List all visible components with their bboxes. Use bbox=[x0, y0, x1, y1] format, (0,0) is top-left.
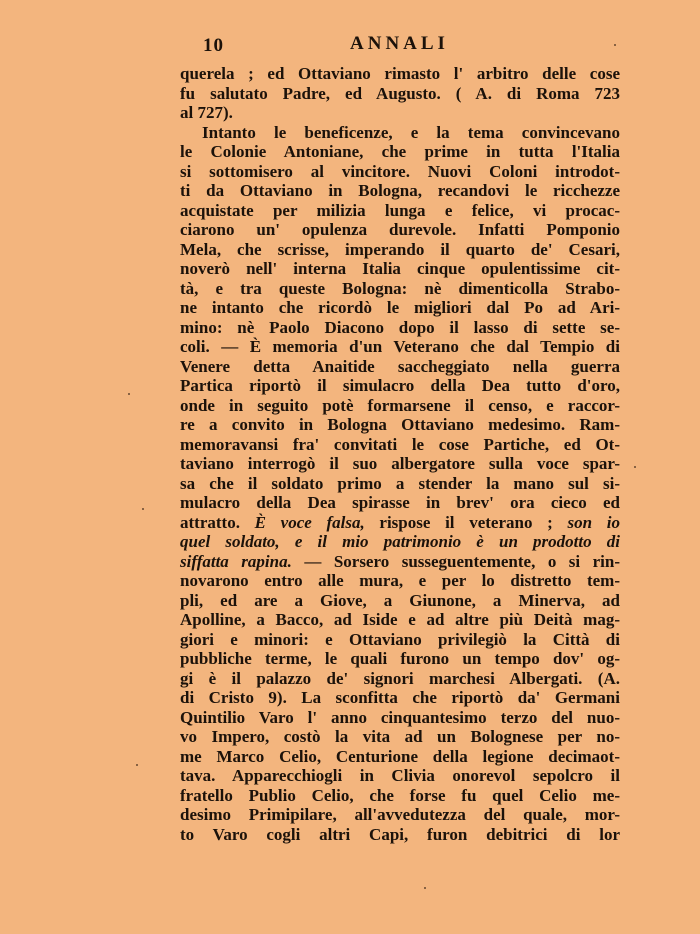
line-text: pli, ed are a Giove, a Giunone, a Minerva, ad bbox=[180, 590, 620, 610]
text-line bbox=[180, 571, 620, 591]
text-line bbox=[180, 591, 620, 611]
line-text: pubbliche terme, le quali furono un tempo dov' og- bbox=[180, 649, 620, 668]
line-text: gi è il palazzo de' signori marchesi Albergati. (A. bbox=[180, 668, 620, 688]
text-line bbox=[180, 552, 620, 572]
text-line bbox=[180, 747, 620, 767]
line-text: — Sorsero susseguentemente, o si rin- bbox=[291, 551, 621, 571]
body-text bbox=[180, 64, 620, 844]
text-line bbox=[180, 298, 620, 318]
text-line bbox=[180, 240, 620, 260]
running-title: ANNALI bbox=[350, 33, 449, 54]
line-text: Mela, che scrisse, imperando il quarto de' Cesari, bbox=[180, 239, 620, 259]
text-line bbox=[180, 220, 620, 240]
line-text: me Marco Celio, Centurione della legione decimaot- bbox=[180, 746, 620, 766]
text-line bbox=[180, 649, 620, 669]
line-text: mino: nè Paolo Diacono dopo il lasso di sette se- bbox=[180, 317, 620, 337]
text-line bbox=[180, 474, 620, 494]
text-line bbox=[180, 708, 620, 728]
text-line bbox=[180, 259, 620, 279]
text-line bbox=[180, 318, 620, 338]
line-text: vo Impero, costò la vita ad un Bolognese per no- bbox=[180, 727, 620, 746]
text-line bbox=[180, 279, 620, 299]
scan-speck bbox=[128, 393, 130, 395]
text-line bbox=[180, 805, 620, 825]
text-line bbox=[180, 610, 620, 630]
text-line bbox=[180, 630, 620, 650]
line-text: ne intanto che ricordò le migliori dal Po ad Ari- bbox=[180, 298, 620, 317]
line-text: giori e minori: e Ottaviano privilegiò la Città di bbox=[180, 629, 620, 649]
italic-text: son io bbox=[567, 512, 620, 532]
scan-speck bbox=[424, 887, 426, 889]
line-text: fratello Publio Celio, che forse fu quel Celio me- bbox=[180, 785, 620, 805]
line-text: ti da Ottaviano in Bologna, recandovi le ricchezze bbox=[180, 181, 620, 200]
line-text: ciarono un' opulenza durevole. Infatti Pomponio bbox=[180, 220, 620, 239]
text-line bbox=[180, 513, 620, 533]
line-text: taviano interrogò il suo albergatore sulla voce spar- bbox=[180, 454, 620, 473]
text-line bbox=[180, 162, 620, 182]
line-text: novarono entro alle mura, e per lo distretto tem- bbox=[180, 571, 620, 590]
line-text: Venere detta Anaitide saccheggiato nella guerra bbox=[180, 356, 620, 376]
line-text: onde in seguito potè formarsene il censo, e raccor- bbox=[180, 395, 620, 415]
line-text: Intanto le beneficenze, e la tema convincevano bbox=[202, 122, 620, 142]
text-line bbox=[180, 123, 620, 143]
text-line bbox=[180, 532, 620, 552]
text-line bbox=[180, 337, 620, 357]
line-text: rispose il veterano ; bbox=[364, 512, 568, 532]
text-line bbox=[180, 357, 620, 377]
text-line bbox=[180, 142, 620, 162]
text-line bbox=[180, 84, 620, 104]
text-line bbox=[180, 493, 620, 513]
line-text: acquistate per milizia lunga e felice, vi procac- bbox=[180, 200, 620, 220]
line-text: tava. Apparecchiogli in Clivia onorevol sepolcro il bbox=[180, 766, 620, 785]
text-line bbox=[180, 64, 620, 84]
line-text: di Cristo 9). La sconfitta che riportò da' Germani bbox=[180, 688, 620, 707]
line-text: si sottomisero al vincitore. Nuovi Coloni introdot- bbox=[180, 161, 620, 181]
line-text: memoravansi fra' convitati le cose Partiche, ed Ot- bbox=[180, 434, 620, 454]
text-line bbox=[180, 786, 620, 806]
line-text: coli. — È memoria d'un Veterano che dal Tempio di bbox=[180, 337, 620, 356]
line-text: to Varo cogli altri Capi, furon debitrici di lor bbox=[180, 824, 620, 844]
line-text: Quintilio Varo l' anno cinquantesimo terzo del nuo- bbox=[180, 707, 620, 727]
text-line bbox=[180, 688, 620, 708]
text-line bbox=[180, 376, 620, 396]
line-text: mulacro della Dea spirasse in brev' ora cieco ed bbox=[180, 493, 620, 512]
text-line bbox=[180, 201, 620, 221]
italic-text: siffatta rapina. bbox=[180, 551, 292, 571]
line-text: sa che il soldato primo a stender la mano sul si- bbox=[180, 473, 620, 493]
text-line bbox=[180, 415, 620, 435]
page-header bbox=[180, 30, 620, 60]
line-text: al 727). bbox=[180, 103, 233, 122]
line-text: re a convito in Bologna Ottaviano medesimo. Ram- bbox=[180, 415, 620, 434]
line-text: fu salutato Padre, ed Augusto. ( A. di Roma 723 bbox=[180, 83, 620, 103]
text-line bbox=[180, 396, 620, 416]
italic-text: È voce falsa, bbox=[254, 512, 365, 532]
text-line bbox=[180, 103, 620, 123]
text-line bbox=[180, 435, 620, 455]
line-text: desimo Primipilare, all'avvedutezza del quale, mor- bbox=[180, 805, 620, 824]
line-text: le Colonie Antoniane, che prime in tutta l'Italia bbox=[180, 142, 620, 161]
line-text: tà, e tra queste Bologna: nè dimenticolla Strabo- bbox=[180, 278, 620, 298]
text-line bbox=[180, 181, 620, 201]
page-number: 10 bbox=[203, 35, 224, 56]
line-text: attratto. bbox=[180, 512, 255, 532]
text-line bbox=[180, 454, 620, 474]
scan-speck bbox=[136, 764, 138, 766]
line-text: Apolline, a Bacco, ad Iside e ad altre più Deità mag- bbox=[180, 610, 620, 629]
text-line bbox=[180, 825, 620, 845]
italic-text: quel soldato, e il mio patrimonio è un prodotto di bbox=[180, 532, 620, 551]
scan-speck bbox=[614, 44, 616, 46]
line-text: noverò nell' interna Italia cinque opulentissime cit- bbox=[180, 259, 620, 278]
text-line bbox=[180, 727, 620, 747]
scan-speck bbox=[142, 508, 144, 510]
text-line bbox=[180, 766, 620, 786]
scan-speck bbox=[634, 466, 636, 468]
line-text: querela ; ed Ottaviano rimasto l' arbitro delle cose bbox=[180, 64, 620, 83]
line-text: Partica riportò il simulacro della Dea tutto d'oro, bbox=[180, 376, 620, 395]
text-line bbox=[180, 669, 620, 689]
